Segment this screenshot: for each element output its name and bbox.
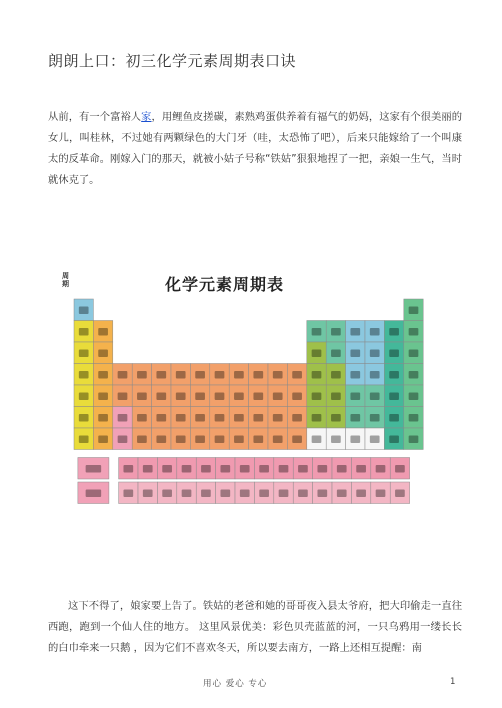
element-symbol-mark xyxy=(118,436,128,444)
element-symbol-mark xyxy=(156,371,166,379)
element-symbol-mark xyxy=(215,393,225,401)
element-symbol-mark xyxy=(273,414,283,422)
element-symbol-mark xyxy=(79,414,89,422)
element-symbol-mark xyxy=(273,436,283,444)
element-symbol-mark xyxy=(370,393,380,401)
element-symbol-mark xyxy=(79,328,89,336)
element-symbol-mark xyxy=(298,465,308,473)
element-symbol-mark xyxy=(350,436,360,444)
para-text: ，用鲤鱼皮搓碳，素熟鸡蛋供养着有福气的奶妈，这家有个很美丽的女儿，叫桂林，不过她有两颗绿色的大门牙（哇，太恐怖了吧），后来只能嫁给了一个叫康太的反革命。刚嫁入门的那天，就被小姑子号称“铁姑”狠狠地捏了一把，亲娘一生气，当时就休克了。 xyxy=(48,111,463,186)
element-symbol-mark xyxy=(253,371,263,379)
element-symbol-mark xyxy=(182,490,192,498)
period-label-text: 周 期 xyxy=(62,272,69,288)
element-symbol-mark xyxy=(162,465,172,473)
figure-title: 化学元素周期表 xyxy=(165,275,285,294)
element-symbol-mark xyxy=(234,414,244,422)
element-symbol-mark xyxy=(220,490,230,498)
element-symbol-mark xyxy=(370,371,380,379)
element-symbol-mark xyxy=(118,393,128,401)
element-symbol-mark xyxy=(292,436,302,444)
element-symbol-mark xyxy=(98,436,108,444)
element-symbol-mark xyxy=(79,393,89,401)
element-symbol-mark xyxy=(370,436,380,444)
element-symbol-mark xyxy=(370,328,380,336)
element-symbol-mark xyxy=(156,436,166,444)
element-symbol-mark xyxy=(215,436,225,444)
element-symbol-mark xyxy=(409,436,419,444)
element-symbol-mark xyxy=(331,350,341,358)
element-symbol-mark xyxy=(370,414,380,422)
element-symbol-mark xyxy=(176,393,186,401)
element-symbol-mark xyxy=(376,490,386,498)
element-symbol-mark xyxy=(356,490,366,498)
element-symbol-mark xyxy=(312,414,322,422)
element-symbol-mark xyxy=(220,465,230,473)
element-symbol-mark xyxy=(118,371,128,379)
element-symbol-mark xyxy=(234,436,244,444)
element-symbol-mark xyxy=(156,393,166,401)
element-symbol-mark xyxy=(389,350,399,358)
element-symbol-mark xyxy=(337,465,347,473)
element-symbol-mark xyxy=(137,436,147,444)
element-symbol-mark xyxy=(143,465,153,473)
element-symbol-mark xyxy=(215,414,225,422)
element-symbol-mark xyxy=(79,350,89,358)
element-symbol-mark xyxy=(182,465,192,473)
element-symbol-mark xyxy=(137,371,147,379)
element-symbol-mark xyxy=(234,371,244,379)
footer-motto: 用心 爱心 专心 xyxy=(203,679,268,689)
element-symbol-mark xyxy=(395,465,405,473)
element-symbol-mark xyxy=(98,328,108,336)
element-symbol-mark xyxy=(137,393,147,401)
element-symbol-mark xyxy=(253,436,263,444)
element-symbol-mark xyxy=(195,436,205,444)
element-symbol-mark xyxy=(409,371,419,379)
element-symbol-mark xyxy=(370,350,380,358)
element-symbol-mark xyxy=(331,436,341,444)
home-link[interactable]: 家 xyxy=(141,111,152,123)
element-symbol-mark xyxy=(240,465,250,473)
element-symbol-mark xyxy=(143,490,153,498)
element-symbol-mark xyxy=(389,393,399,401)
element-symbol-mark xyxy=(253,393,263,401)
element-symbol-mark xyxy=(79,436,89,444)
element-symbol-mark xyxy=(292,393,302,401)
element-symbol-mark xyxy=(409,307,419,315)
element-symbol-mark xyxy=(331,393,341,401)
element-symbol-mark xyxy=(312,436,322,444)
element-symbol-mark xyxy=(86,490,102,498)
element-symbol-mark xyxy=(317,490,327,498)
element-symbol-mark xyxy=(273,371,283,379)
element-symbol-mark xyxy=(389,328,399,336)
element-symbol-mark xyxy=(395,490,405,498)
element-symbol-mark xyxy=(259,490,269,498)
element-symbol-mark xyxy=(215,371,225,379)
element-symbol-mark xyxy=(98,350,108,358)
element-symbol-mark xyxy=(86,465,102,473)
element-symbol-mark xyxy=(298,490,308,498)
paragraph-intro xyxy=(48,107,462,191)
element-symbol-mark xyxy=(312,350,322,358)
element-symbol-mark xyxy=(292,371,302,379)
element-symbol-mark xyxy=(409,414,419,422)
element-symbol-mark xyxy=(389,436,399,444)
element-symbol-mark xyxy=(409,328,419,336)
element-symbol-mark xyxy=(337,490,347,498)
element-symbol-mark xyxy=(123,465,133,473)
element-symbol-mark xyxy=(409,393,419,401)
element-symbol-mark xyxy=(312,328,322,336)
periodic-table-figure xyxy=(62,273,466,531)
page-number: 1 xyxy=(450,677,456,687)
element-symbol-mark xyxy=(98,414,108,422)
element-symbol-mark xyxy=(279,465,289,473)
paragraph-continued: 这下不得了，娘家要上告了。铁姑的老爸和她的哥哥夜入县太爷府，把大印偷走一直往西跑，跑到一个仙人住的地方。 这里风景优美：彩色贝壳蓝蓝的河，一只乌鸦用一缕长长的白巾牵来一只鹅 ，因为它们不喜欢冬天，所以要去南方，一路上还相互提醒：南 xyxy=(48,600,462,654)
element-symbol-mark xyxy=(389,371,399,379)
element-symbol-mark xyxy=(350,350,360,358)
element-symbol-mark xyxy=(195,371,205,379)
element-symbol-mark xyxy=(98,393,108,401)
element-symbol-mark xyxy=(376,465,386,473)
element-symbol-mark xyxy=(240,490,250,498)
para-text: 从前，有一个富裕人 xyxy=(48,111,142,123)
element-symbol-mark xyxy=(162,490,172,498)
element-symbol-mark xyxy=(312,371,322,379)
element-symbol-mark xyxy=(98,371,108,379)
element-symbol-mark xyxy=(176,371,186,379)
element-symbol-mark xyxy=(137,414,147,422)
element-symbol-mark xyxy=(350,371,360,379)
element-symbol-mark xyxy=(156,414,166,422)
element-symbol-mark xyxy=(317,465,327,473)
element-symbol-mark xyxy=(176,436,186,444)
element-symbol-mark xyxy=(331,328,341,336)
element-symbol-mark xyxy=(409,350,419,358)
element-symbol-mark xyxy=(259,465,269,473)
element-symbol-mark xyxy=(350,414,360,422)
element-symbol-mark xyxy=(253,414,263,422)
element-symbol-mark xyxy=(195,393,205,401)
element-symbol-mark xyxy=(118,414,128,422)
element-symbol-mark xyxy=(356,465,366,473)
element-symbol-mark xyxy=(331,414,341,422)
element-symbol-mark xyxy=(331,371,341,379)
element-symbol-mark xyxy=(234,393,244,401)
element-symbol-mark xyxy=(201,490,211,498)
element-symbol-mark xyxy=(350,393,360,401)
element-symbol-mark xyxy=(176,414,186,422)
element-symbol-mark xyxy=(79,371,89,379)
element-symbol-mark xyxy=(279,490,289,498)
element-symbol-mark xyxy=(312,393,322,401)
element-symbol-mark xyxy=(292,414,302,422)
element-symbol-mark xyxy=(389,414,399,422)
element-symbol-mark xyxy=(273,393,283,401)
element-symbol-mark xyxy=(79,307,89,315)
element-symbol-mark xyxy=(350,328,360,336)
element-symbol-mark xyxy=(201,465,211,473)
page-title: 朗朗上口：初三化学元素周期表口诀 xyxy=(48,52,297,70)
element-symbol-mark xyxy=(123,490,133,498)
element-symbol-mark xyxy=(195,414,205,422)
